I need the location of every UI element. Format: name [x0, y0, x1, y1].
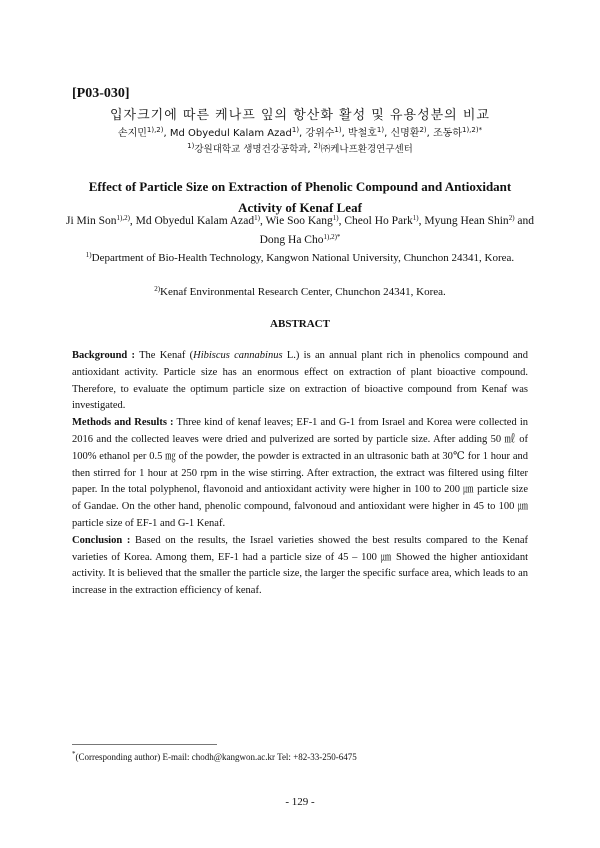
author-name: , Wie Soo Kang [260, 215, 333, 227]
page-number: - 129 - [285, 796, 315, 808]
kr-author-sup: 1) [334, 126, 342, 134]
author-name: and Dong Ha Cho [259, 215, 535, 246]
author-sup: 2) [508, 214, 515, 222]
kr-author-name: , 박철호 [341, 128, 377, 139]
english-authors [64, 212, 536, 250]
author-sup: 1) [412, 214, 419, 222]
paragraph-text: Three kind of kenaf leaves; EF-1 and G-1 from Israel and Korea were collected in 2016 and the collected leaves were dried and pulverized are sorted by particle size. After adding 50 ㎖ of 100% ethanol per 0.5 ㎎ of the powder, the powder is extracted in an ultrasonic bath at 30℃ for 1 hour and then stirred for 1 hour at 250 rpm in the wise stirring. After extraction, the extract was filtered using filter paper. In the total polyphenol, flavonoid and antioxidant activity were higher in 100 to 200 ㎛ particle size of Gandae. On the other hand, phenolic compound, falvonoud and antioxidant were higher in 45 to 100 ㎛ particle size of EF-1 and G-1 Kenaf. [72, 417, 528, 529]
author-name: , Cheol Ho Park [338, 215, 413, 227]
english-title-line: Effect of Particle Size on Extraction of Phenolic Compound and Antioxidant [88, 179, 512, 194]
kr-author-name: , 신명환 [384, 128, 420, 139]
methods-paragraph [72, 415, 528, 533]
poster-code: [P03-030] [72, 86, 130, 101]
paragraph-text: Based on the results, the Israel varieties showed the best results compared to the Kenaf varieties of Korea. Among them, EF-1 had a particle size of 45 – 100 ㎛ Showed the higher antioxidant activity. It is believed that the smaller the particle size, the larger the specific surface area, which leads to an increase in the extraction efficiency of kenaf. [72, 534, 528, 597]
kr-author-sup: 2) [419, 126, 427, 134]
english-title-line: Activity of Kenaf Leaf [238, 200, 362, 215]
abstract-heading: ABSTRACT [270, 318, 330, 330]
section-label: Background : [72, 350, 136, 361]
kr-author-sup: 1),2)* [461, 126, 483, 134]
kr-author-name: , 조동하 [426, 128, 462, 139]
kr-affil-text: 강원대학교 생명건강공학과, [194, 144, 311, 155]
kr-affil-sup: 2) [313, 142, 321, 150]
kr-affil-sup: 1) [187, 142, 195, 150]
author-sup: 1) [254, 214, 260, 222]
affiliation-text: Kenaf Environmental Research Center, Chunchon 24341, Korea. [160, 286, 446, 298]
author-sup: 1),2)* [323, 233, 341, 241]
kr-author-name: , 강위수 [299, 128, 335, 139]
section-label: Conclusion : [72, 534, 131, 546]
korean-affiliations [0, 141, 600, 155]
affiliation-sup: 1) [85, 251, 92, 259]
conclusion-paragraph [72, 533, 528, 600]
author-name: , Myung Hean Shin [418, 215, 509, 227]
korean-authors [0, 124, 600, 139]
kr-author-sup: 1) [291, 126, 300, 134]
kr-author-name: , Md Obyedul Kalam Azad [163, 128, 292, 139]
korean-title: 입자크기에 따른 케나프 잎의 항산화 활성 및 유용성분의 비교 [109, 108, 490, 123]
author-sup: 1),2) [116, 214, 130, 222]
affiliation-2 [72, 284, 528, 301]
footnote [72, 752, 357, 762]
footnote-sup: * [72, 750, 76, 758]
kr-author-name: 손지민 [117, 128, 147, 139]
author-name: , Md Obyedul Kalam Azad [129, 215, 255, 227]
section-label: Methods and Results : [72, 417, 174, 429]
paragraph-text: The Kenaf ( [135, 350, 194, 361]
affiliation-sup: 2) [154, 285, 161, 293]
footnote-divider [72, 744, 217, 745]
paragraph-text: L.) is an annual plant rich in phenolics compound and antioxidant activity. Particle size has an enormous effect on extraction of plant bioactive compound. Therefore, to evaluate the optimum particle size on extraction of bioactive compound from Kenaf was investigated. [72, 350, 528, 412]
species-name: Hibiscus cannabinus [193, 350, 283, 361]
kr-affil-text: ㈜케나프환경연구센터 [320, 144, 413, 155]
author-name: Ji Min Son [65, 215, 117, 227]
kr-author-sup: 1),2) [146, 126, 164, 134]
kr-author-sup: 1) [376, 126, 385, 134]
author-sup: 1) [332, 214, 339, 222]
abstract-body [72, 348, 528, 600]
background-paragraph [72, 348, 528, 415]
affiliation-1 [72, 250, 528, 267]
footnote-text: (Corresponding author) E-mail: chodh@kangwon.ac.kr Tel: +82-33-250-6475 [75, 752, 357, 762]
affiliation-text: Department of Bio-Health Technology, Kangwon National University, Chunchon 24341, Korea. [91, 252, 515, 264]
